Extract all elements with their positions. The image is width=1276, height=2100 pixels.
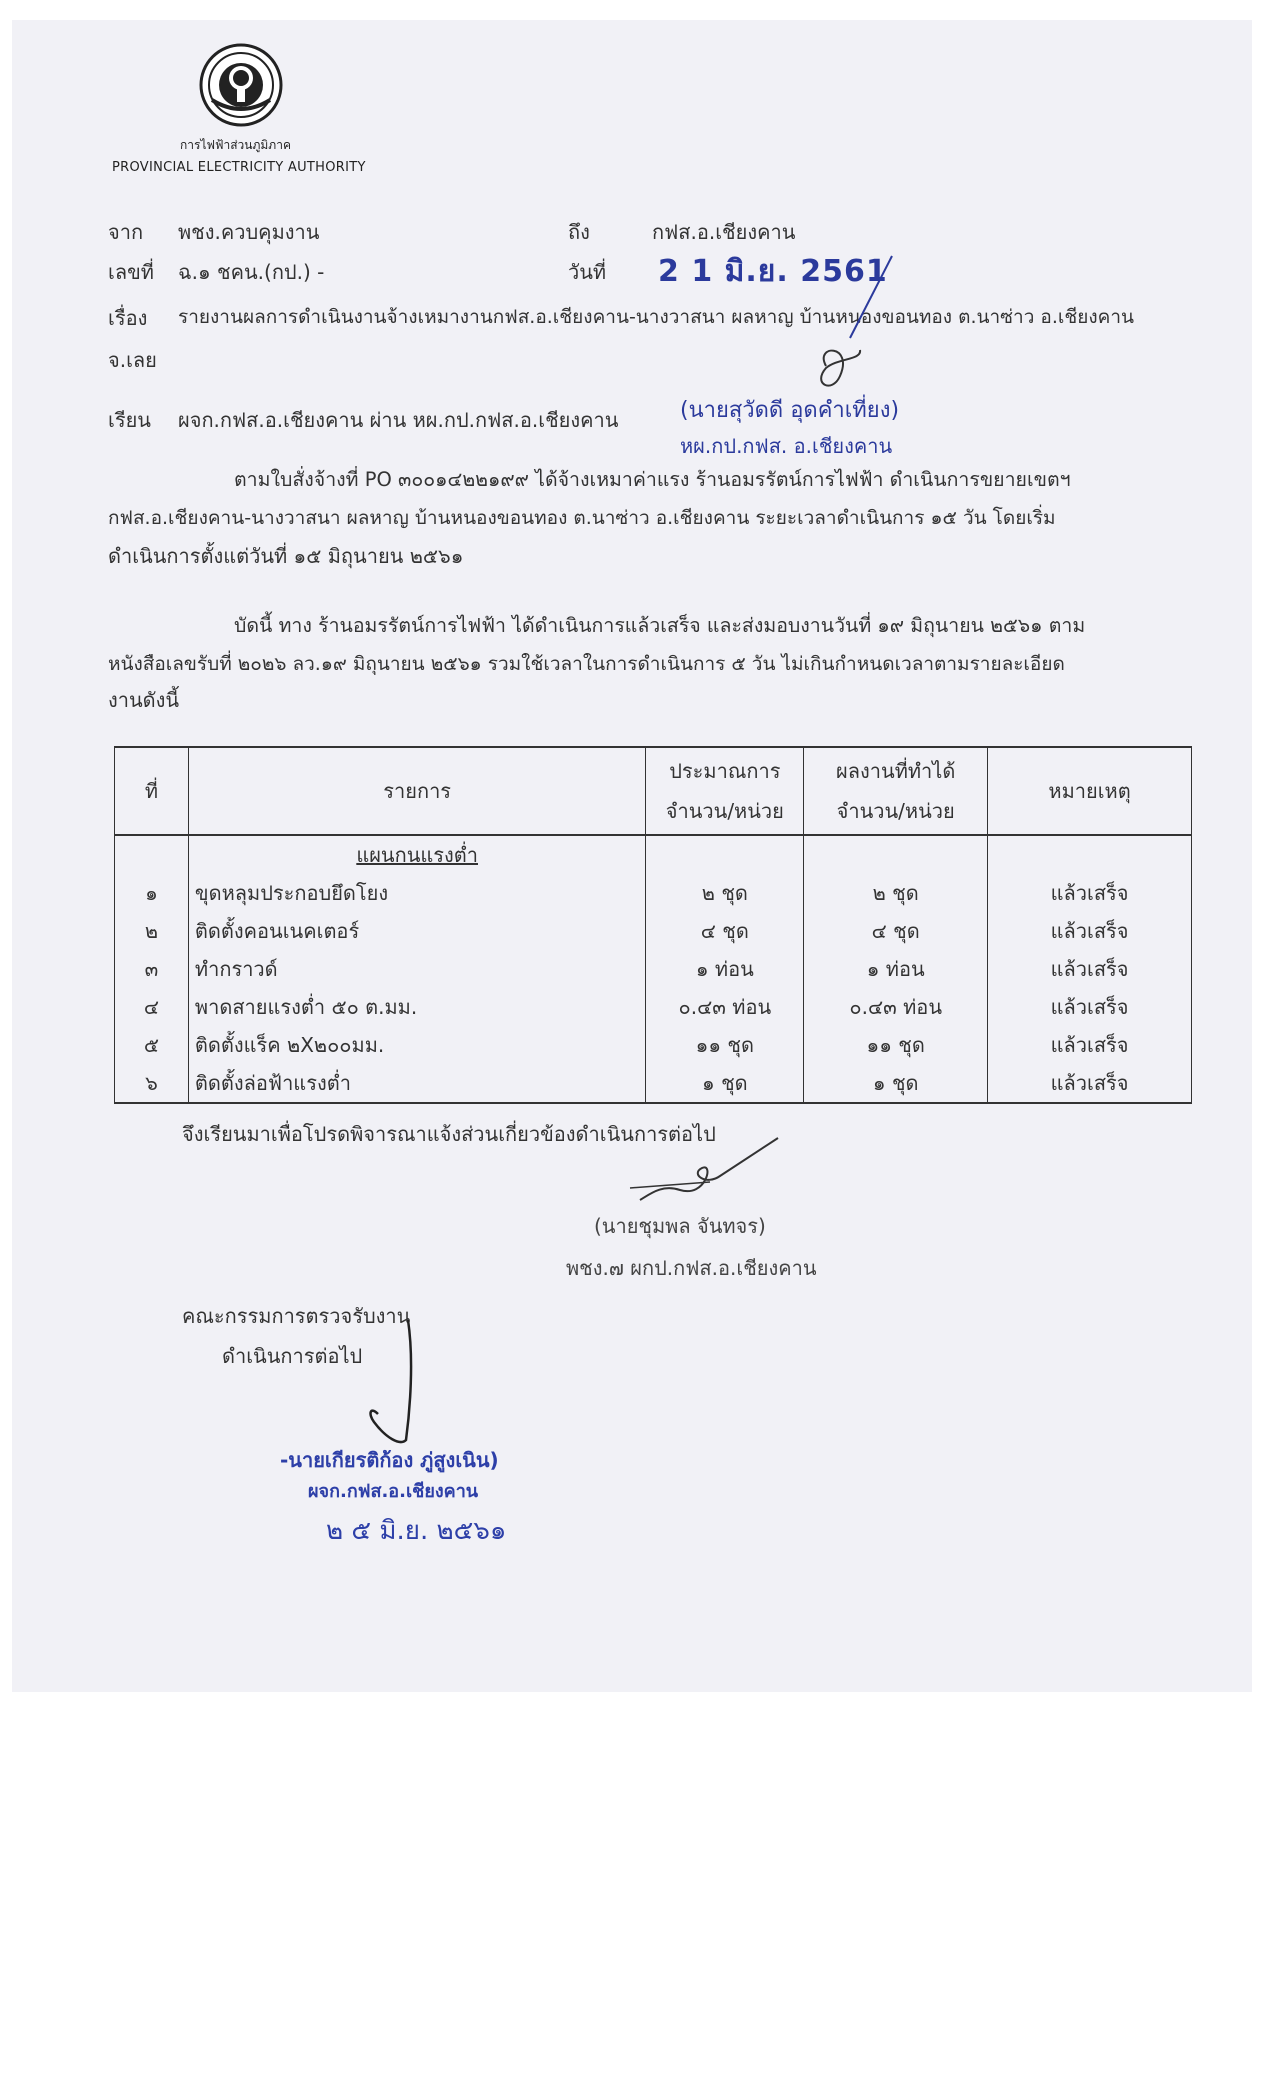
doc-number-value: ฉ.๑ ชคน.(กป.) - (178, 260, 325, 284)
cell-note: แล้วเสร็จ (988, 1064, 1192, 1103)
cell-no: ๑ (115, 874, 189, 912)
cell-done: ๔ ชุด (804, 912, 988, 950)
cell-done: ๒ ชุด (804, 874, 988, 912)
section-title (188, 835, 645, 874)
cell-item: ติดตั้งล่อฟ้าแรงต่ำ (188, 1064, 645, 1103)
header-estimate (646, 747, 804, 835)
cell-no: ๔ (115, 988, 189, 1026)
to-value: กฟส.อ.เชียงคาน (652, 220, 796, 244)
signer-name: (นายชุมพล จันทจร) (594, 1214, 766, 1238)
cell-estimate: ๑ ท่อน (646, 950, 804, 988)
cell-note: แล้วเสร็จ (988, 1026, 1192, 1064)
cell-estimate: ๔ ชุด (646, 912, 804, 950)
handwritten-signature-mark (342, 1310, 452, 1450)
subject-label: เรื่อง (108, 306, 148, 330)
header-estimate-line-2: จำนวน/หน่วย (665, 799, 784, 823)
table-row (115, 1064, 1192, 1103)
section-title-text: แผนกนแรงต่ำ (356, 843, 478, 867)
paragraph-1-line-3: ดำเนินการตั้งแต่วันที่ ๑๕ มิถุนายน ๒๕๖๑ (108, 544, 464, 568)
from-label: จาก (108, 220, 144, 244)
paragraph-1-line-2: กฟส.อ.เชียงคาน-นางวาสนา ผลหาญ บ้านหนองขอนทอง ต.นาซ่าว อ.เชียงคาน ระยะเวลาดำเนินการ ๑๕ วัน โดยเริ่ม (108, 507, 1056, 529)
cell-note: แล้วเสร็จ (988, 950, 1192, 988)
cell-estimate: ๑๑ ชุด (646, 1026, 804, 1064)
approver-stamp-title: ผจก.กฟส.อ.เชียงคาน (308, 1481, 479, 1502)
cell-item: พาดสายแรงต่ำ ๕๐ ต.มม. (188, 988, 645, 1026)
cell-done: ๐.๔๓ ท่อน (804, 988, 988, 1026)
table-header-row (115, 747, 1192, 835)
cell-estimate: ๒ ชุด (646, 874, 804, 912)
header-no: ที่ (115, 747, 189, 835)
from-value: พชง.ควบคุมงาน (178, 220, 320, 244)
doc-number-label: เลขที่ (108, 260, 154, 284)
header-estimate-line-1: ประมาณการ (669, 759, 781, 783)
cell-note: แล้วเสร็จ (988, 988, 1192, 1026)
cell-estimate: ๐.๔๓ ท่อน (646, 988, 804, 1026)
cell-no: ๖ (115, 1064, 189, 1103)
table-row (115, 912, 1192, 950)
cell-item: ติดตั้งแร็ค ๒X๒๐๐มม. (188, 1026, 645, 1064)
org-name-thai: การไฟฟ้าส่วนภูมิภาค (180, 138, 291, 152)
cell-item: ติดตั้งคอนเนคเตอร์ (188, 912, 645, 950)
pea-logo-emblem-icon (198, 42, 284, 128)
cell-no: ๒ (115, 912, 189, 950)
date-stamp: 2 1 มิ.ย. 2561 (658, 254, 888, 289)
subject-line-1: รายงานผลการดำเนินงานจ้างเหมางานกฟส.อ.เชียงคาน-นางวาสนา ผลหาญ บ้านหนองขอนทอง ต.นาซ่าว อ.เชียงคาน (178, 306, 1135, 328)
paragraph-2-line-3: งานดังนี้ (108, 688, 180, 712)
paragraph-1-line-1: ตามใบสั่งจ้างที่ PO ๓๐๐๑๔๒๒๑๙๙ ได้จ้างเหมาค่าแรง ร้านอมรรัตน์การไฟฟ้า ดำเนินการขยายเขตฯ (234, 468, 1071, 491)
cell-no: ๕ (115, 1026, 189, 1064)
paragraph-2-line-2: หนังสือเลขรับที่ ๒๐๒๖ ลว.๑๙ มิถุนายน ๒๕๖๑ รวมใช้เวลาในการดำเนินการ ๕ วัน ไม่เกินกำหนดเวลาตามรายละเอียด (108, 653, 1065, 675)
approver-stamp-date: ๒ ๕ มิ.ย. ๒๕๖๑ (326, 1516, 507, 1546)
table-row (115, 1026, 1192, 1064)
cell-done: ๑ ชุด (804, 1064, 988, 1103)
subject-line-2: จ.เลย (108, 348, 157, 372)
cell-done: ๑ ท่อน (804, 950, 988, 988)
cell-note: แล้วเสร็จ (988, 912, 1192, 950)
header-note: หมายเหตุ (988, 747, 1192, 835)
table-row (115, 950, 1192, 988)
header-done (804, 747, 988, 835)
cell-item: ขุดหลุมประกอบยึดโยง (188, 874, 645, 912)
cell-note: แล้วเสร็จ (988, 874, 1192, 912)
handwritten-signature-mark (610, 1128, 790, 1218)
approver-stamp-name: -นายเกียรติก้อง ภู่สูงเนิน) (280, 1448, 499, 1472)
header-item: รายการ (188, 747, 645, 835)
handwritten-signature-mark (742, 248, 912, 408)
header-done-line-1: ผลงานที่ทำได้ (836, 759, 956, 783)
table-row (115, 874, 1192, 912)
approval-line-2: ดำเนินการต่อไป (222, 1344, 363, 1368)
paragraph-2-line-1: บัดนี้ ทาง ร้านอมรรัตน์การไฟฟ้า ได้ดำเนินการแล้วเสร็จ และส่งมอบงานวันที่ ๑๙ มิถุนายน ๒๕๖๑ ตาม (234, 614, 1086, 637)
signer-title: พชง.๗ ผกป.กฟส.อ.เชียงคาน (566, 1256, 817, 1280)
closing-text: จึงเรียนมาเพื่อโปรดพิจารณาแจ้งส่วนเกี่ยวข้องดำเนินการต่อไป (182, 1122, 716, 1146)
table-row (115, 988, 1192, 1026)
work-items-table (114, 746, 1192, 1104)
header-done-line-2: จำนวน/หน่วย (836, 799, 955, 823)
attention-value: ผจก.กฟส.อ.เชียงคาน ผ่าน หผ.กป.กฟส.อ.เชียงคาน (178, 408, 619, 432)
attention-signer-name: (นายสุวัดดี อุดคำเที่ยง) (680, 398, 900, 423)
cell-item: ทำกราวด์ (188, 950, 645, 988)
date-label: วันที่ (568, 260, 607, 284)
cell-estimate: ๑ ชุด (646, 1064, 804, 1103)
org-name-english: PROVINCIAL ELECTRICITY AUTHORITY (112, 160, 366, 175)
document-sheet (12, 20, 1252, 1692)
attention-label: เรียน (108, 408, 151, 432)
approval-line-1: คณะกรรมการตรวจรับงาน (182, 1304, 411, 1328)
cell-done: ๑๑ ชุด (804, 1026, 988, 1064)
cell-no: ๓ (115, 950, 189, 988)
table-section-row (115, 835, 1192, 874)
attention-signer-title: หผ.กป.กฟส. อ.เชียงคาน (680, 434, 893, 458)
to-label: ถึง (568, 220, 590, 244)
